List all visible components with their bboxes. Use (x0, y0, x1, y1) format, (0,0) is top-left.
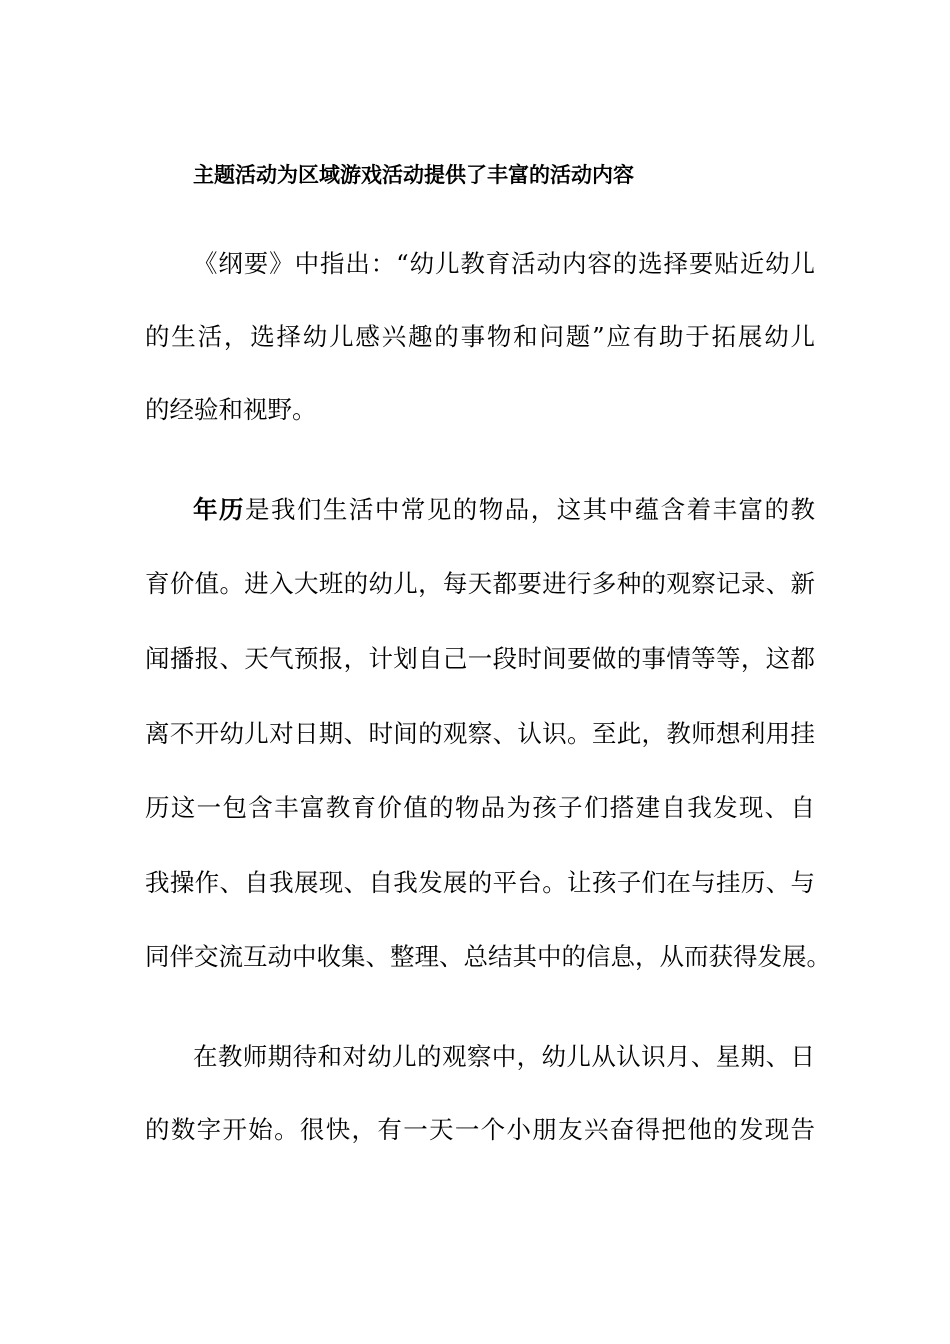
document-title: 主题活动为区域游戏活动提供了丰富的活动内容 (193, 163, 634, 187)
paragraph-3-line-1: 在教师期待和对幼儿的观察中，幼儿从认识月、星期、日 (193, 1042, 815, 1071)
paragraph-2-line-7: 同伴交流互动中收集、整理、总结其中的信息，从而获得发展。 (145, 942, 831, 971)
paragraph-2-line-3: 闻播报、天气预报，计划自己一段时间要做的事情等等，这都 (145, 644, 815, 673)
paragraph-1-line-1: 《纲要》中指出：“幼儿教育活动内容的选择要贴近幼儿 (193, 249, 815, 278)
paragraph-1-line-2: 的生活，选择幼儿感兴趣的事物和问题”应有助于拓展幼儿 (145, 322, 815, 351)
paragraph-2-line-6: 我操作、自我展现、自我发展的平台。让孩子们在与挂历、与 (145, 868, 815, 897)
paragraph-2-line-2: 育价值。进入大班的幼儿，每天都要进行多种的观察记录、新 (145, 569, 815, 598)
bold-term: 年历 (193, 495, 245, 524)
paragraph-2-line-1-text: 是我们生活中常见的物品，这其中蕴含着丰富的教 (244, 495, 816, 524)
paragraph-1-line-3: 的经验和视野。 (145, 395, 317, 424)
paragraph-2-line-1 (193, 492, 815, 528)
paragraph-3-line-2: 的数字开始。很快，有一天一个小朋友兴奋得把他的发现告 (145, 1115, 815, 1144)
paragraph-2-line-4: 离不开幼儿对日期、时间的观察、认识。至此，教师想利用挂 (145, 719, 815, 748)
paragraph-2-line-5: 历这一包含丰富教育价值的物品为孩子们搭建自我发现、自 (145, 793, 815, 822)
